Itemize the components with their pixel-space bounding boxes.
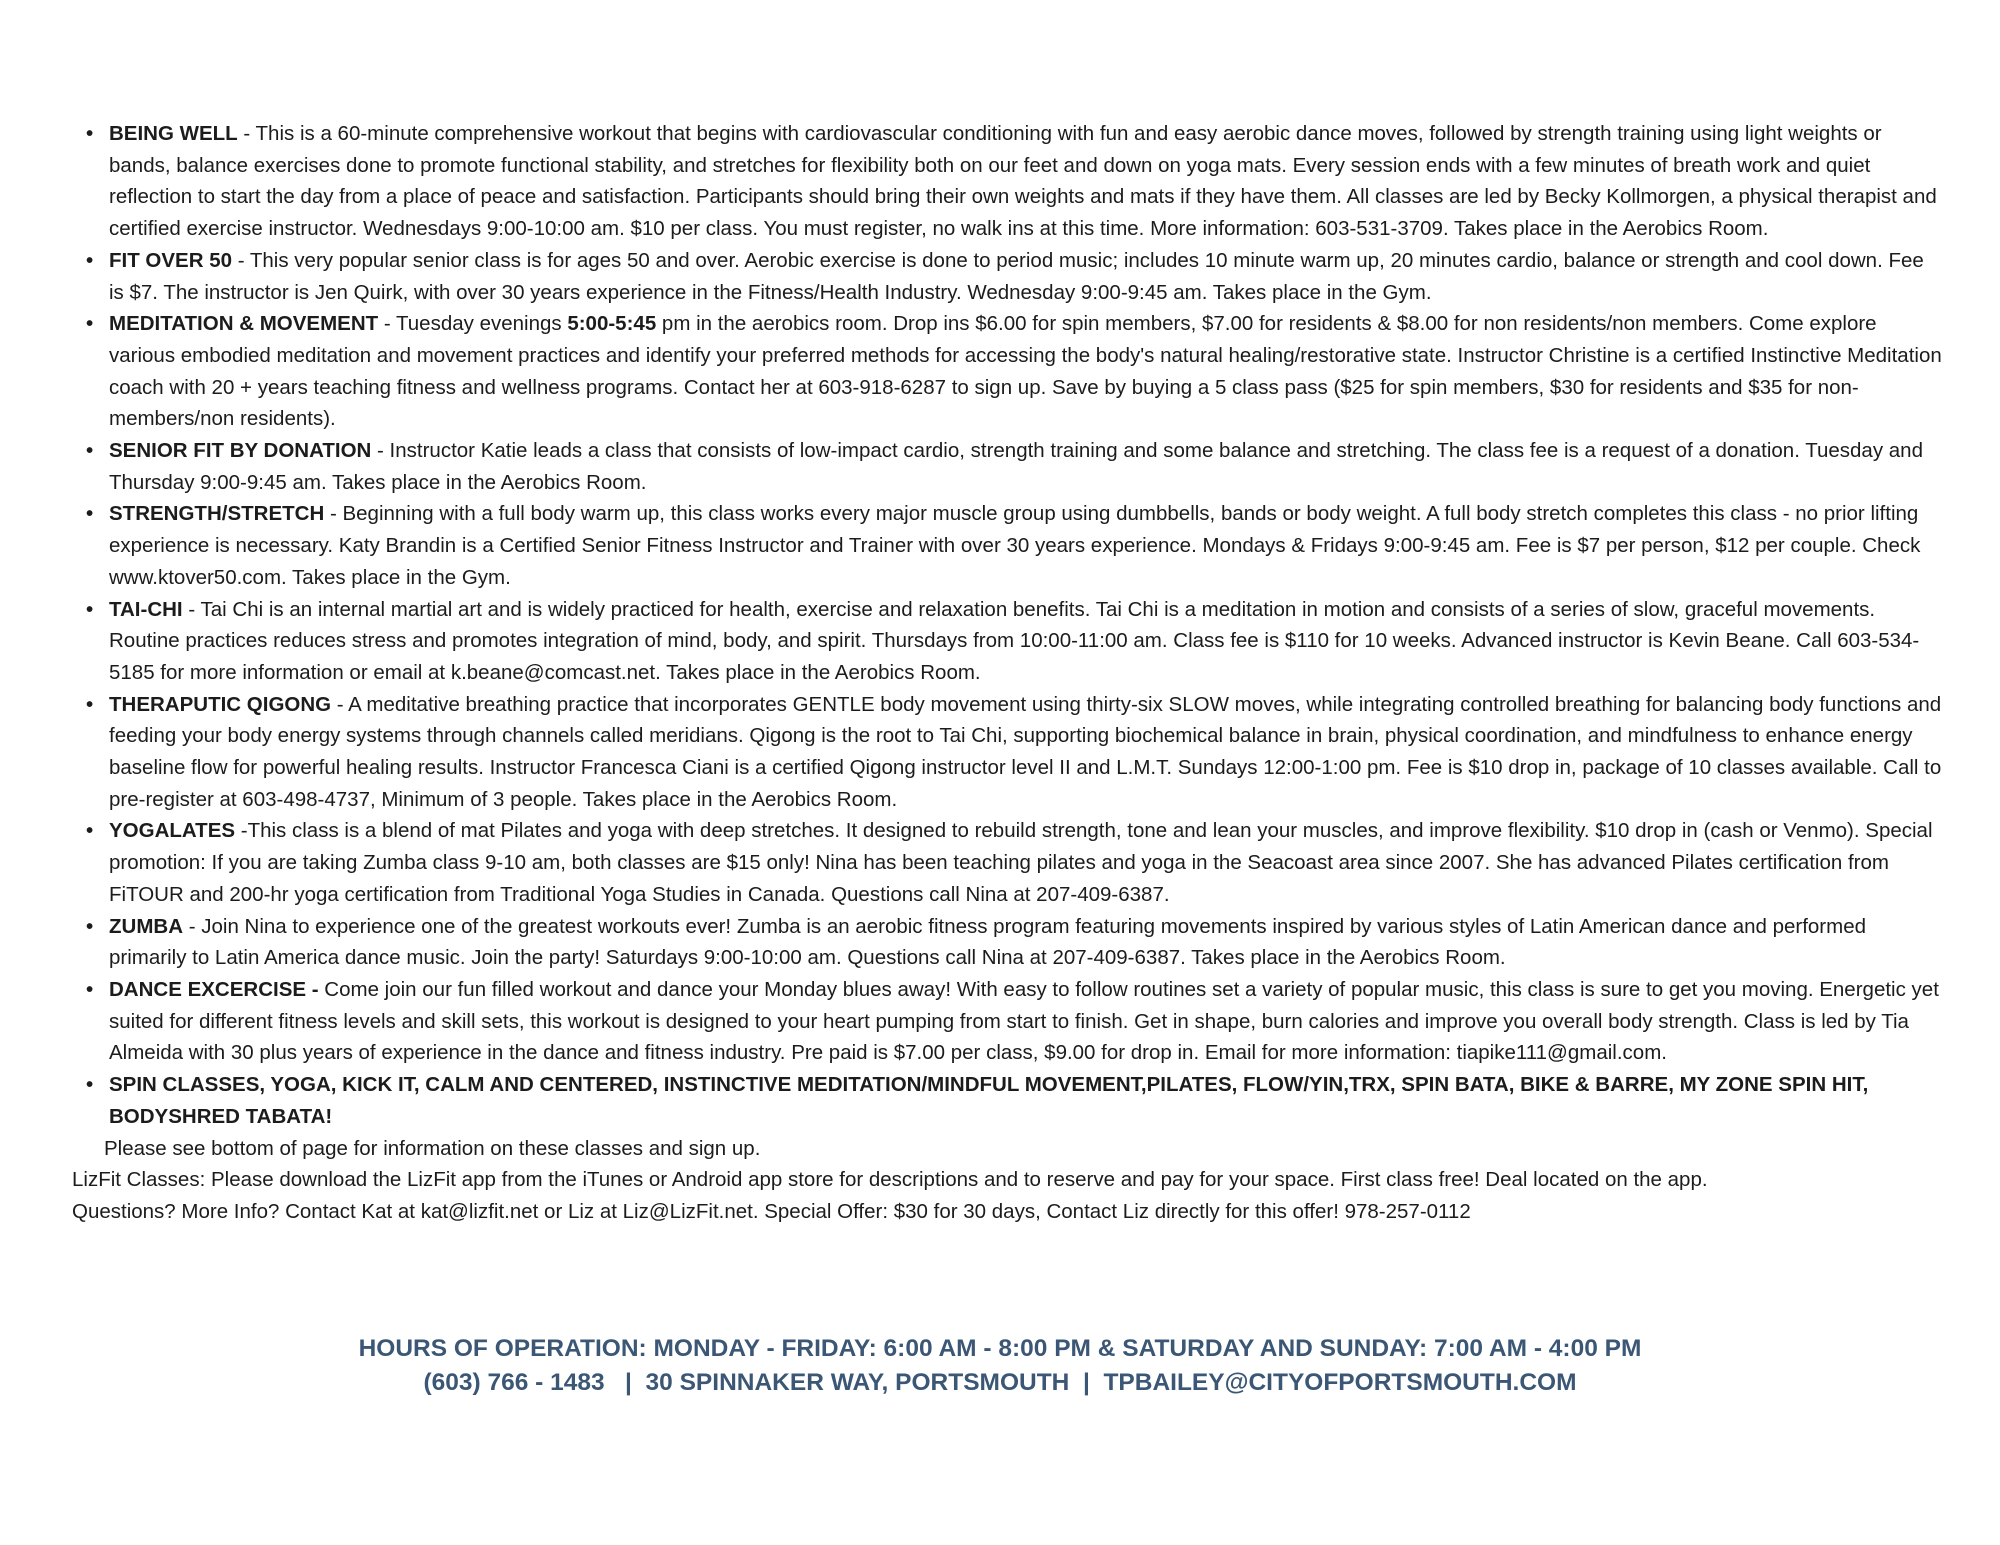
list-item xyxy=(72,815,1942,910)
list-item xyxy=(72,118,1942,245)
class-description: - Join Nina to experience one of the greatest workouts ever! Zumba is an aerobic fitness program featuring movements inspired by various styles of Latin American dance and performed primarily to Latin America dance music. Join the party! Saturdays 9:00-10:00 am. Questions call Nina at 207-409-6387. Takes place in the Aerobics Room. xyxy=(109,914,1867,970)
class-description: - A meditative breathing practice that incorporates GENTLE body movement using thirty-six SLOW moves, while integrating controlled breathing for balancing body functions and feeding your body energy systems through channels called meridians. Qigong is the root to Tai Chi, supporting biochemical balance in brain, physical coordination, and mindfulness to enhance energy baseline flow for powerful healing results. Instructor Francesca Ciani is a certified Qigong instructor level II and L.M.T. Sundays 12:00-1:00 pm. Fee is $10 drop in, package of 10 classes available. Call to pre-register at 603-498-4737, Minimum of 3 people. Takes place in the Aerobics Room. xyxy=(109,692,1942,811)
class-description: - Instructor Katie leads a class that consists of low-impact cardio, strength training and some balance and stretching. The class fee is a request of a donation. Tuesday and Thursday 9:00-9:45 am. Takes place in the Aerobics Room. xyxy=(109,439,1923,494)
class-time: 5:00-5:45 xyxy=(567,312,657,336)
class-description: - Beginning with a full body warm up, this class works every major muscle group using dumbbells, bands or body weight. A full body stretch completes this class - no prior lifting experience is necessary. Katy Brandin is a Certified Senior Fitness Instructor and Trainer with over 30 years experience. Mondays & Fridays 9:00-9:45 am. Fee is $7 per person, $12 per couple. Check www.ktover50.com. Takes place in the Gym. xyxy=(109,502,1921,589)
list-item xyxy=(72,911,1942,974)
list-item xyxy=(72,689,1942,816)
footer xyxy=(0,1332,2000,1400)
class-name: DANCE EXCERCISE - xyxy=(109,977,319,1001)
bullet: • xyxy=(86,248,94,272)
contact-info: (603) 766 - 1483 | 30 SPINNAKER WAY, PORTSMOUTH | TPBAILEY@CITYOFPORTSMOUTH.COM xyxy=(423,1369,1577,1396)
bullet: • xyxy=(86,502,94,526)
class-name: THERAPUTIC QIGONG xyxy=(109,692,332,716)
class-name: STRENGTH/STRETCH xyxy=(109,502,325,526)
bullet: • xyxy=(86,914,94,938)
bullet: • xyxy=(86,819,94,843)
class-description: - This is a 60-minute comprehensive workout that begins with cardiovascular conditioning with fun and easy aerobic dance moves, followed by strength training using light weights or bands, balance exercises done to promote functional stability, and stretches for flexibility both on our feet and down on yoga mats. Every session ends with a few minutes of breath work and quiet reflection to start the day from a place of peace and satisfaction. Participants should bring their own weights and mats if they have them. All classes are led by Becky Kollmorgen, a physical therapist and certified exercise instructor. Wednesdays 9:00-10:00 am. $10 per class. You must register, no walk ins at this time. More information: 603-531-3709. Takes place in the Aerobics Room. xyxy=(109,122,1937,241)
list-item xyxy=(72,1069,1942,1132)
bullet: • xyxy=(86,692,94,716)
list-item xyxy=(72,435,1942,498)
class-description: -This class is a blend of mat Pilates and yoga with deep stretches. It designed to rebuild strength, tone and lean your muscles, and improve flexibility. $10 drop in (cash or Venmo). Special promotion: If you are taking Zumba class 9-10 am, both classes are $15 only! Nina has been teaching pilates and yoga in the Seacoast area since 2007. She has advanced Pilates certification from FiTOUR and 200-hr yoga certification from Traditional Yoga Studies in Canada. Questions call Nina at 207-409-6387. xyxy=(109,819,1933,906)
bullet: • xyxy=(86,977,94,1001)
bullet: • xyxy=(86,597,94,621)
bullet: • xyxy=(86,312,94,336)
class-name: BEING WELL xyxy=(109,122,238,145)
class-name: SPIN CLASSES, YOGA, KICK IT, CALM AND CENTERED, INSTINCTIVE MEDITATION/MINDFUL MOVEMENT,PILATES, FLOW/YIN,TRX, SPIN BATA, BIKE & BARRE, MY ZONE SPIN HIT, BODYSHRED TABATA! xyxy=(109,1073,1869,1128)
class-name: SENIOR FIT BY DONATION xyxy=(109,439,372,463)
class-name: ZUMBA xyxy=(109,914,184,938)
class-description: Come join our fun filled workout and dance your Monday blues away! With easy to follow routines set a variety of popular music, this class is sure to get you moving. Energetic yet suited for different fitness levels and skill sets, this workout is designed to your heart pumping from start to finish. Get in shape, burn calories and improve you overall body strength. Class is led by Tia Almeida with 30 plus years of experience in the dance and fitness industry. Pre paid is $7.00 per class, $9.00 for drop in. Email for more information: tiapike111@gmail.com. xyxy=(109,977,1939,1065)
class-description-lead: - Tuesday evenings xyxy=(378,312,568,336)
list-item xyxy=(72,498,1942,593)
class-description: - Tai Chi is an internal martial art and is widely practiced for health, exercise and relaxation benefits. Tai Chi is a meditation in motion and consists of a series of slow, graceful movements. Routine practices reduces stress and promotes integration of mind, body, and spirit. Thursdays from 10:00-11:00 am. Class fee is $110 for 10 weeks. Advanced instructor is Kevin Beane. Call 603-534-5185 for more information or email at k.beane@comcast.net. Takes place in the Aerobics Room. xyxy=(109,597,1920,684)
bullet: • xyxy=(86,439,94,463)
list-item xyxy=(72,308,1942,435)
class-name: FIT OVER 50 xyxy=(109,248,233,272)
class-listing xyxy=(72,118,1942,1228)
bullet: • xyxy=(86,1073,94,1097)
class-description: pm in the aerobics room. Drop ins $6.00 for spin members, $7.00 for residents & $8.00 for non residents/non members. Come explore various embodied meditation and movement practices and identify your preferred methods for accessing the body's natural healing/restorative state. Instructor Christine is a certified Instinctive Meditation coach with 20 + years teaching fitness and wellness programs. Contact her at 603-918-6287 to sign up. Save by buying a 5 class pass ($25 for spin members, $30 for residents and $35 for non-members/non residents). xyxy=(109,312,1942,431)
signup-note: Please see bottom of page for information on these classes and sign up. xyxy=(104,1136,761,1160)
list-item xyxy=(72,594,1942,689)
lizfit-contact-line: Questions? More Info? Contact Kat at kat@lizfit.net or Liz at Liz@LizFit.net. Special Offer: $30 for 30 days, Contact Liz directly for this offer! 978-257-0112 xyxy=(72,1199,1471,1223)
hours-of-operation: HOURS OF OPERATION: MONDAY - FRIDAY: 6:00 AM - 8:00 PM & SATURDAY AND SUNDAY: 7:00 AM - 4:00 PM xyxy=(358,1335,1642,1362)
class-list xyxy=(72,118,1942,1133)
list-item xyxy=(72,245,1942,308)
class-name: MEDITATION & MOVEMENT xyxy=(109,312,379,336)
lizfit-info-line: LizFit Classes: Please download the LizFit app from the iTunes or Android app store for descriptions and to reserve and pay for your space. First class free! Deal located on the app. xyxy=(72,1168,1708,1192)
class-name: TAI-CHI xyxy=(109,597,183,621)
list-item xyxy=(72,974,1942,1069)
class-description: - This very popular senior class is for ages 50 and over. Aerobic exercise is done to period music; includes 10 minute warm up, 20 minutes cardio, balance or strength and cool down. Fee is $7. The instructor is Jen Quirk, with over 30 years experience in the Fitness/Health Industry. Wednesday 9:00-9:45 am. Takes place in the Gym. xyxy=(109,248,1924,304)
class-name: YOGALATES xyxy=(109,819,236,843)
bullet: • xyxy=(86,122,94,145)
